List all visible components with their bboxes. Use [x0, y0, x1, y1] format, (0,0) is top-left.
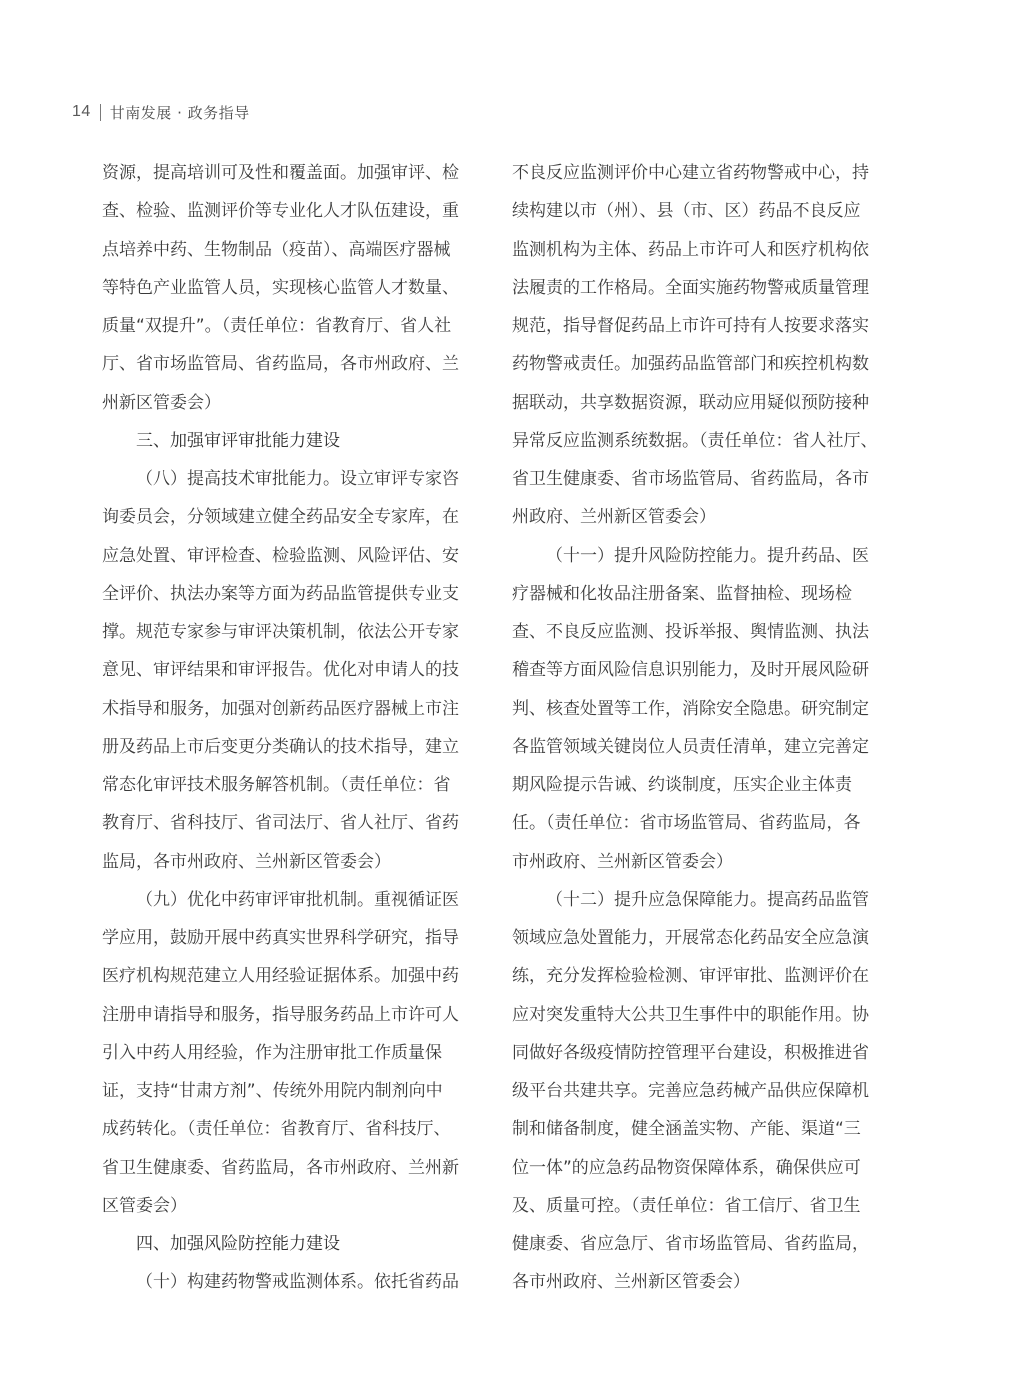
text-line: 领域应急处置能力，开展常态化药品安全应急演 — [512, 928, 869, 948]
text-line: 药物警戒责任。加强药品监管部门和疾控机构数 — [512, 354, 869, 375]
text-line: 规范，指导督促药品上市许可持有人按要求落实 — [512, 316, 869, 336]
text-line: 注册申请指导和服务，指导服务药品上市许可人 — [102, 1004, 459, 1025]
text-line: 应对突发重特大公共卫生事件中的职能作用。协 — [512, 1004, 869, 1025]
text-line: 引入中药人用经验，作为注册审批工作质量保 — [102, 1042, 442, 1063]
text-line: （十）构建药物警戒监测体系。依托省药品 — [136, 1272, 459, 1293]
text-line: 厅、省市场监管局、省药监局，各市州政府、兰 — [102, 354, 459, 375]
text-line: 同做好各级疫情防控管理平台建设，积极推进省 — [512, 1042, 869, 1063]
text-line: 成药转化。（责任单位：省教育厅、省科技厅、 — [102, 1119, 451, 1140]
text-line: 询委员会，分领域建立健全药品安全专家库，在 — [102, 507, 459, 528]
text-line: 应急处置、审评检查、检验监测、风险评估、安 — [102, 545, 459, 566]
text-line: 监测机构为主体、药品上市许可人和医疗机构依 — [512, 239, 869, 260]
text-line: 撑。规范专家参与审评决策机制，依法公开专家 — [102, 622, 459, 642]
text-line: 查、不良反应监测、投诉举报、舆情监测、执法 — [512, 622, 869, 642]
text-line: 册及药品上市后变更分类确认的技术指导，建立 — [102, 736, 459, 757]
text-line: 各监管领域关键岗位人员责任清单，建立完善定 — [512, 736, 869, 757]
text-line: 医疗机构规范建立人用经验证据体系。加强中药 — [102, 966, 459, 987]
right-column — [512, 154, 892, 1302]
text-line: 制和储备制度，健全涵盖实物、产能、渠道“三 — [512, 1119, 861, 1140]
text-line: 查、检验、监测评价等专业化人才队伍建设，重 — [102, 201, 459, 222]
text-line: 各市州政府、兰州新区管委会） — [512, 1272, 750, 1293]
text-line: （九）优化中药审评审批机制。重视循证医 — [136, 889, 459, 910]
text-line: 稽查等方面风险信息识别能力，及时开展风险研 — [512, 660, 869, 681]
text-line: 省卫生健康委、省药监局，各市州政府、兰州新 — [102, 1157, 459, 1178]
text-line: 全评价、执法办案等方面为药品监管提供专业支 — [102, 583, 459, 604]
text-line: 资源，提高培训可及性和覆盖面。加强审评、检 — [102, 163, 459, 183]
text-line: 疗器械和化妆品注册备案、监督抽检、现场检 — [512, 583, 852, 604]
text-line: 续构建以市（州）、县（市、区）药品不良反应 — [512, 201, 861, 222]
text-line: 州新区管委会） — [102, 392, 221, 413]
text-line: 常态化审评技术服务解答机制。（责任单位：省 — [102, 775, 451, 795]
text-line: 教育厅、省科技厅、省司法厅、省人社厅、省药 — [102, 813, 459, 834]
text-line: 术指导和服务，加强对创新药品医疗器械上市注 — [102, 698, 459, 719]
text-line: 学应用，鼓励开展中药真实世界科学研究，指导 — [102, 928, 459, 948]
text-line: 意见、审评结果和审评报告。优化对申请人的技 — [102, 660, 459, 681]
text-line: 点培养中药、生物制品（疫苗）、高端医疗器械 — [102, 239, 451, 260]
section-heading: 三、加强审评审批能力建设 — [136, 430, 340, 451]
page-header — [72, 100, 250, 124]
text-line: 判、核查处置等工作，消除安全隐患。研究制定 — [512, 698, 869, 719]
text-line: 州政府、兰州新区管委会） — [512, 507, 716, 528]
text-line: 等特色产业监管人员，实现核心监管人才数量、 — [102, 277, 459, 298]
publication-title: 甘南发展 · 政务指导 — [109, 103, 250, 122]
text-line: 健康委、省应急厅、省市场监管局、省药监局， — [512, 1234, 869, 1254]
text-line: 省卫生健康委、省市场监管局、省药监局，各市 — [512, 469, 869, 489]
text-line: 法履责的工作格局。全面实施药物警戒质量管理 — [512, 277, 869, 298]
text-line: 监局，各市州政府、兰州新区管委会） — [102, 851, 391, 872]
text-line: 练，充分发挥检验检测、审评审批、监测评价在 — [512, 966, 869, 987]
text-line: 不良反应监测评价中心建立省药物警戒中心，持 — [512, 163, 869, 183]
section-heading: 四、加强风险防控能力建设 — [136, 1234, 340, 1254]
text-line: 市州政府、兰州新区管委会） — [512, 851, 733, 872]
text-line: 期风险提示告诫、约谈制度，压实企业主体责 — [512, 775, 852, 795]
text-line: 任。（责任单位：省市场监管局、省药监局，各 — [512, 813, 861, 834]
text-line: 区管委会） — [102, 1195, 187, 1216]
text-line: （十二）提升应急保障能力。提高药品监管 — [546, 889, 869, 910]
text-line: 级平台共建共享。完善应急药械产品供应保障机 — [512, 1081, 869, 1101]
page-number: 14 — [72, 103, 91, 120]
left-column — [102, 154, 482, 1302]
text-line: （十一）提升风险防控能力。提升药品、医 — [546, 545, 869, 566]
text-line: 质量“双提升”。（责任单位：省教育厅、省人社 — [102, 316, 452, 336]
header-divider — [100, 104, 101, 121]
text-line: 位一体”的应急药品物资保障体系，确保供应可 — [512, 1157, 861, 1178]
text-line: （八）提高技术审批能力。设立审评专家咨 — [136, 469, 459, 489]
text-line: 及、质量可控。（责任单位：省工信厅、省卫生 — [512, 1195, 861, 1216]
text-line: 异常反应监测系统数据。（责任单位：省人社厅、 — [512, 430, 878, 451]
text-line: 证，支持“甘肃方剂”、传统外用院内制剂向中 — [102, 1081, 443, 1101]
text-line: 据联动，共享数据资源，联动应用疑似预防接种 — [512, 392, 869, 413]
